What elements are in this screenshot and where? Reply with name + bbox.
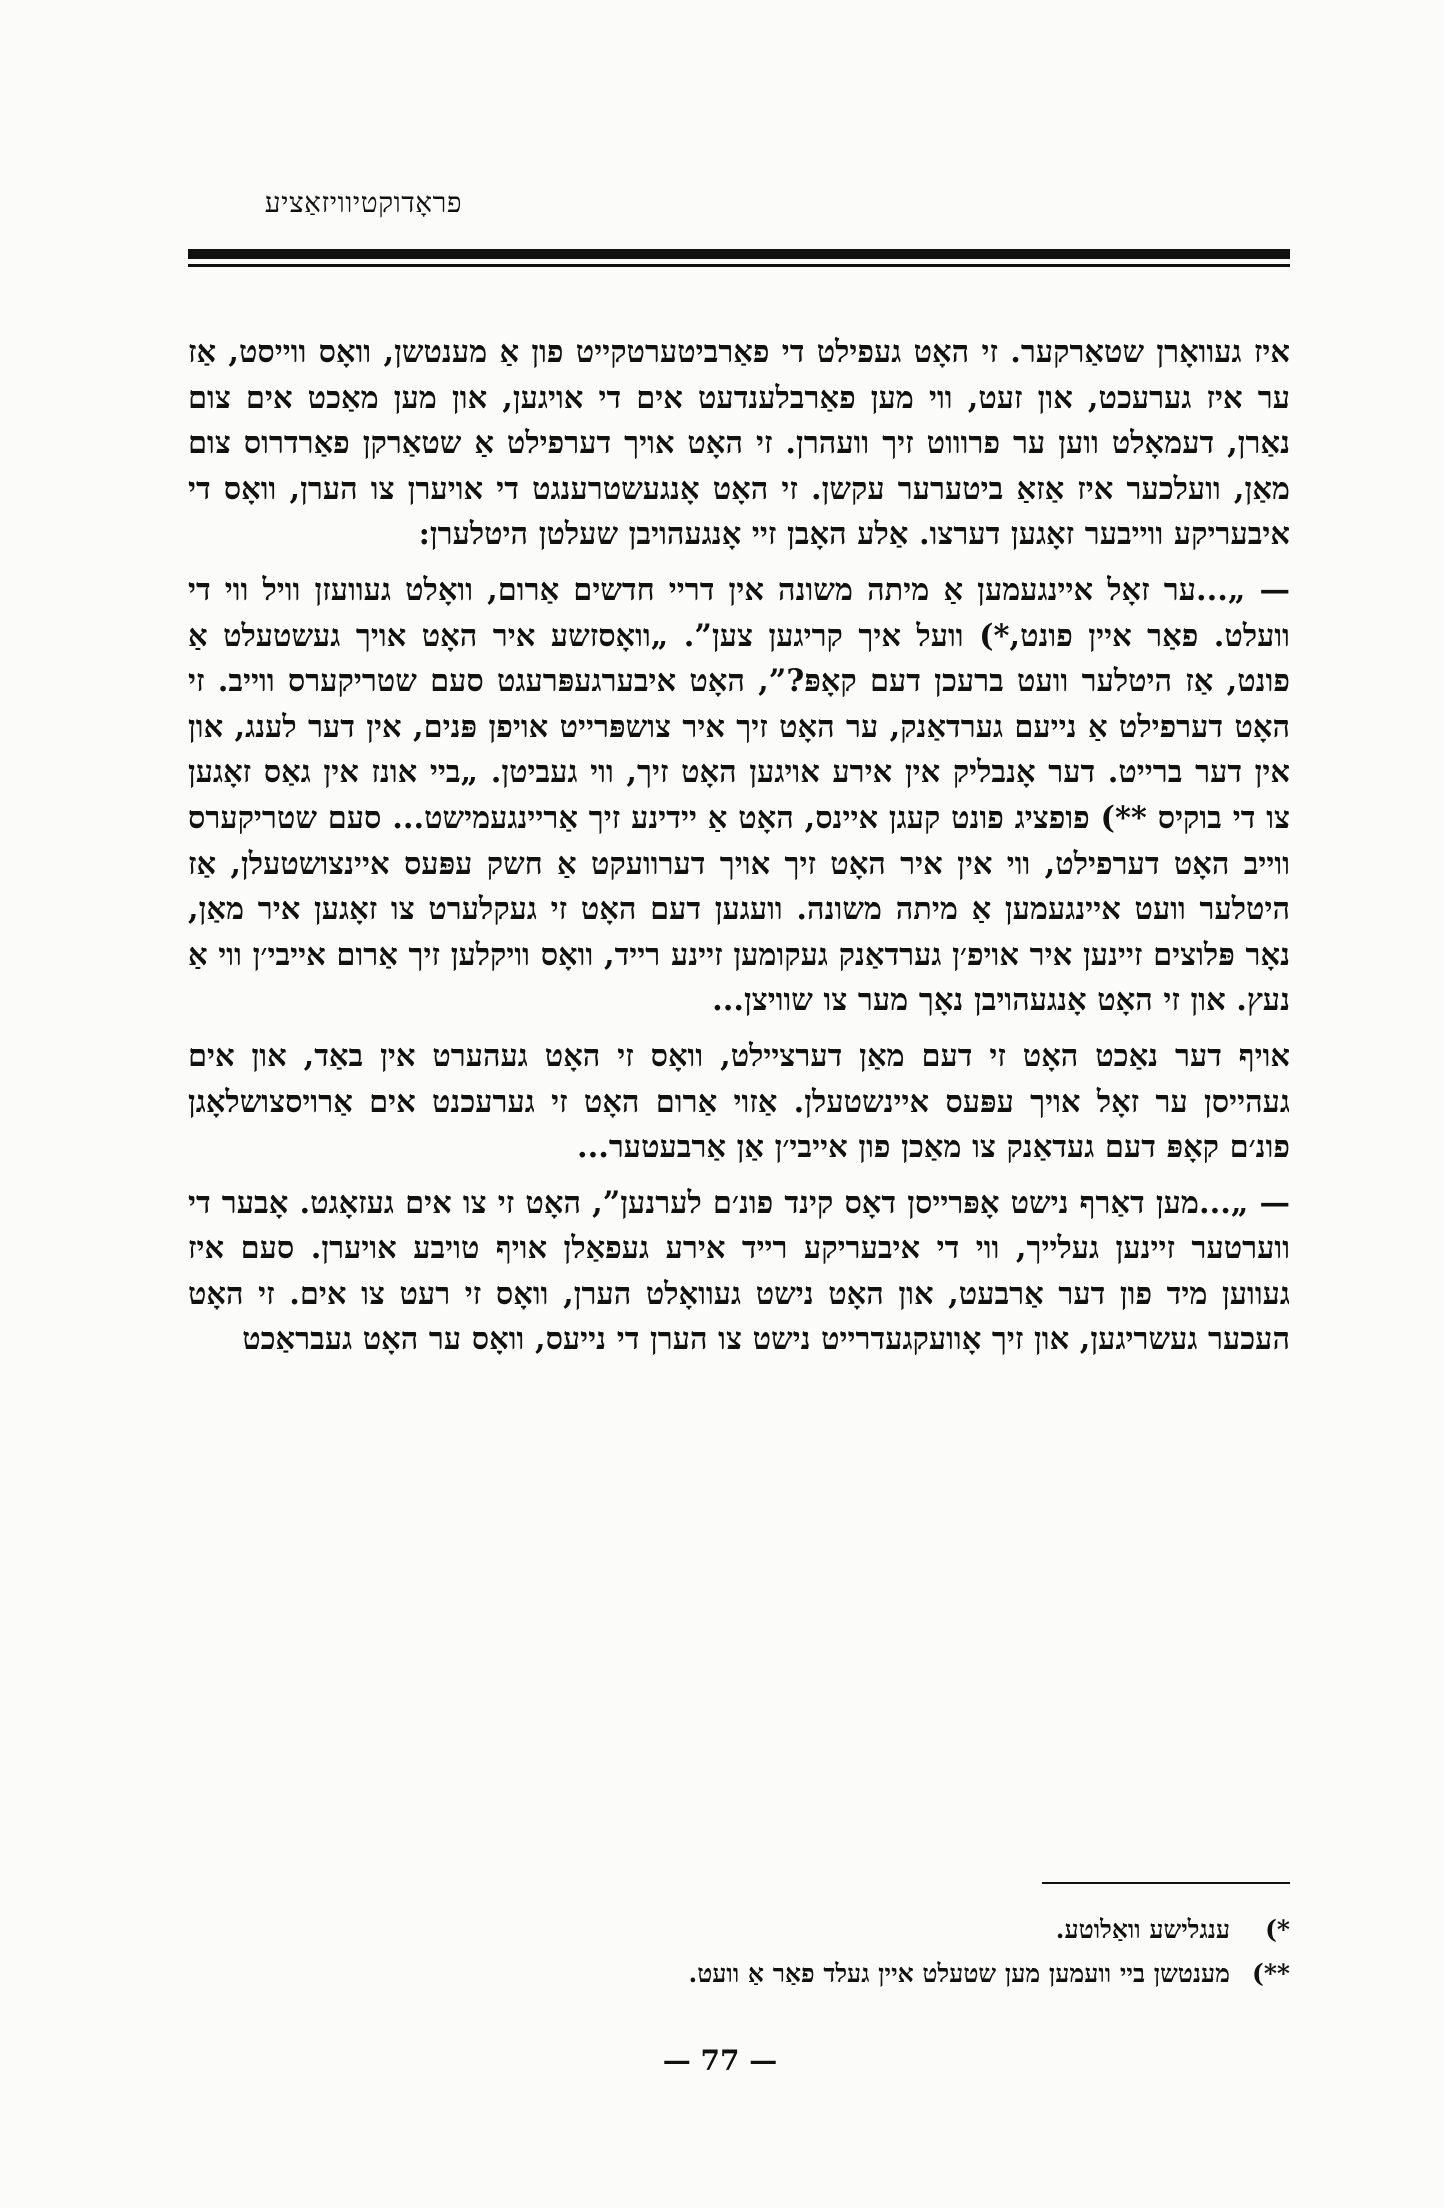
paragraph-1: איז געוואָרן שטאַרקער. זי האָט געפילט די פאַרביטערטקייט פון אַ מענטשן, וואָס ווייסט, אַז ער איז גערעכט, און זעט, ווי מען פאַרבלענדעט אים די אויגען, און מען מאַכט אים צום נאַרן, דעמאָלט ווען ער פרוווט זיך וועהרן. זי האָט אויך דערפילט אַ שטאַרקן פאַרדרוס צום מאַן, וועלכער איז אַזאַ ביטערער עקשן. זי האָט אָנגעשטרענגט די אויערן צו הערן, וואָס די איבעריקע ווייבער זאָגען דערצו. אַלע האָבן זיי אָנגעהויבן שעלטן היטלערן: [188, 334, 1290, 553]
footnote-1-text: ענגלישע וואַלוטע. [1055, 1915, 1230, 1944]
paragraph-2: — „...ער זאָל איינגעמען אַ מיתה משונה אין דריי חדשים אַרום, וואָלט געוועזן וויל ווי די וועלט. פאַר איין פונט,*) וועל איך קריגען צען”. „וואָסזשע איר האָט אויך געשטעלט אַ פונט, אַז היטלער וועט ברעכן דעם קאָפּ?”, האָט איבערגעפּרעגט סעם שטריקערס ווייב. זי האָט דערפילט אַ נייעם גערדאַנק, ער האָט זיך איר צושפּרייט אויפן פּנים, אין דער לענג, און אין דער ברייט. דער אָנבליק אין אירע אויגען האָט זיך, ווי געביטן. „ביי אונז אין גאַס זאָגען צו די בוקיס **) פופציג פונט קעגן איינס, האָט אַ יידינע זיך אַריינגעמישט... סעם שטריקערס ווייב האָט דערפילט, ווי אין איר האָט זיך אויך דערוועקט אַ חשק עפּעס איינצושטעלן, אַז היטלער וועט איינגעמען אַ מיתה משונה. וועגען דעם האָט זי געקלערט צו זאָגען איר מאַן, נאָר פּלוצים זיינען איר אויפ׳ן גערדאַנק געקומען זיינע רייד, וואָס וויקלען זיך אַרום אייבי׳ן ווי אַ נעץ. און זי האָט אָנגעהויבן נאָך מער צו שוויצן... [188, 571, 1290, 1019]
running-head-title: פראָדוקטיוויזאַציע [264, 186, 462, 219]
footnote-2-text: מענטשן ביי וועמען מען שטעלט איין געלד פאַר אַ וועט. [688, 1959, 1230, 1988]
paragraph-4: — „...מען דאַרף נישט אָפּרייסן דאָס קינד פונ׳ם לערנען”, האָט זי צו אים געזאָגט. אָבער די ווערטער זיינען געלייך, ווי די איבעריקע רייד אירע געפאַלן אויף טויבע אויערן. סעם איז געווען מיד פון דער אַרבעט, און האָט נישט געוואָלט הערן, וואָס זי רעט צו אים. זי האָט העכער געשריגען, און זיך אָוועקגעדרייט נישט צו הערן די נייעס, וואָס ער האָט געבראַכט [188, 1184, 1290, 1358]
footnotes [300, 1908, 1290, 1996]
footnote-2-mark: **) [1252, 1959, 1290, 1988]
footnote-1 [300, 1908, 1290, 1952]
header-rule-thin [188, 264, 1290, 267]
footnote-rule [1042, 1882, 1290, 1884]
page-number: — 77 — [662, 2044, 778, 2077]
paragraph-3: אויף דער נאַכט האָט זי דעם מאַן דערציילט, וואָס זי האָט געהערט אין באַד, און אים געהייסן ער זאָל אויך עפּעס איינשטעלן. אַזוי אַרום האָט זי גערעכנט אים אַרויסצושלאָגן פונ׳ם קאָפּ דעם געדאַנק צו מאַכן פון אייבי׳ן אַן אַרבעטער... [188, 1037, 1290, 1166]
footnote-2 [300, 1952, 1290, 1996]
body-text [188, 330, 1290, 1373]
header-rule-thick [188, 249, 1290, 259]
footnote-1-mark: *) [1265, 1915, 1290, 1944]
